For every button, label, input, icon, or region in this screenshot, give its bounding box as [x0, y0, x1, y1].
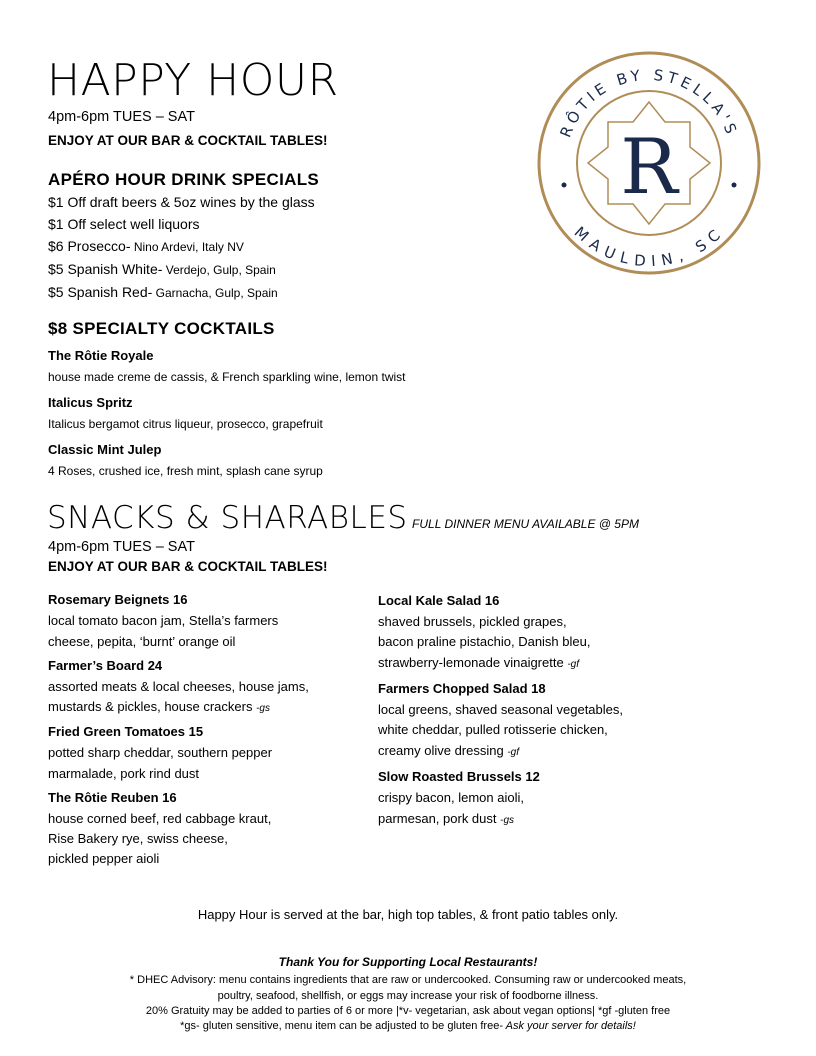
snacks-times: 4pm-6pm TUES – SAT	[48, 539, 195, 555]
drink-item: $1 Off draft beers & 5oz wines by the glass	[48, 194, 315, 210]
menu-item-line: shaved brussels, pickled grapes,	[378, 614, 567, 629]
menu-item-line: local tomato bacon jam, Stella’s farmers	[48, 613, 279, 628]
drink-item: $6 Prosecco- Nino Ardevi, Italy NV	[48, 238, 244, 254]
menu-item-name: Farmers Chopped Salad 18	[378, 681, 546, 696]
dhec-advisory-line-2: poultry, seafood, shellfish, or eggs may increase your risk of foodborne illness.	[217, 990, 599, 1002]
service-area-note: Happy Hour is served at the bar, high top tables, & front patio tables only.	[197, 907, 619, 922]
logo-bottom-text: MAULDIN, SC	[570, 222, 728, 271]
drink-item: $1 Off select well liquors	[48, 216, 200, 232]
dietary-tag: -gf	[567, 659, 579, 670]
snacks-enjoy-note: ENJOY AT OUR BAR & COCKTAIL TABLES!	[48, 559, 328, 574]
menu-item-line: potted sharp cheddar, southern pepper	[48, 745, 273, 760]
cocktails-heading: $8 SPECIALTY COCKTAILS	[48, 319, 275, 338]
logo-dot-right	[732, 183, 737, 188]
rotie-logo	[536, 50, 762, 276]
page-title: HAPPY HOUR	[47, 55, 339, 106]
menu-item-line: crispy bacon, lemon aioli,	[378, 790, 524, 805]
logo-top-text: RÔTIE BY STELLA'S	[556, 65, 742, 140]
menu-item-name: Fried Green Tomatoes 15	[48, 724, 204, 739]
cocktail-name: Italicus Spritz	[48, 395, 133, 410]
cocktail-description: Italicus bergamot citrus liqueur, prosecco, grapefruit	[48, 417, 323, 431]
menu-item-line: marmalade, pork rind dust	[48, 766, 200, 781]
snacks-title: SNACKS & SHARABLES	[47, 500, 408, 536]
menu-item-line: creamy olive dressing -gf	[378, 743, 520, 758]
drink-item: $5 Spanish White- Verdejo, Gulp, Spain	[48, 261, 276, 277]
gluten-sensitive-note: *gs- gluten sensitive, menu item can be adjusted to be gluten free- Ask your server for details!	[180, 1020, 636, 1032]
cocktail-description: 4 Roses, crushed ice, fresh mint, splash cane syrup	[48, 464, 323, 478]
gratuity-note: 20% Gratuity may be added to parties of 6 or more |*v- vegetarian, ask about vegan options| *gf -gluten free	[145, 1005, 671, 1017]
menu-item-line: mustards & pickles, house crackers -gs	[48, 699, 270, 714]
dietary-tag: -gf	[507, 747, 520, 758]
snacks-title-row	[47, 500, 639, 536]
dietary-tag: -gs	[256, 703, 270, 714]
menu-item-name: Farmer’s Board 24	[48, 658, 163, 673]
menu-item-line: local greens, shaved seasonal vegetables,	[378, 702, 623, 717]
menu-item-name: Slow Roasted Brussels 12	[378, 769, 540, 784]
enjoy-note: ENJOY AT OUR BAR & COCKTAIL TABLES!	[48, 133, 328, 148]
thank-you-note: Thank You for Supporting Local Restaurants!	[278, 955, 538, 969]
cocktail-name: The Rôtie Royale	[48, 348, 154, 363]
dhec-advisory-line-1: * DHEC Advisory: menu contains ingredients that are raw or undercooked. Consuming raw or undercooked meats,	[129, 974, 687, 986]
menu-item-line: house corned beef, red cabbage kraut,	[48, 811, 272, 826]
drink-item: $5 Spanish Red- Garnacha, Gulp, Spain	[48, 284, 278, 300]
logo-dot-left	[562, 183, 567, 188]
menu-item-line: pickled pepper aioli	[48, 851, 160, 866]
menu-item-name: Rosemary Beignets 16	[48, 592, 188, 607]
menu-item-line: Rise Bakery rye, swiss cheese,	[48, 831, 228, 846]
dinner-menu-note: FULL DINNER MENU AVAILABLE @ 5PM	[412, 517, 639, 531]
menu-item-name: Local Kale Salad 16	[378, 593, 500, 608]
logo-monogram: R	[620, 122, 678, 211]
dietary-tag: -gs	[500, 815, 515, 826]
cocktail-description: house made creme de cassis, & French sparkling wine, lemon twist	[48, 370, 406, 384]
menu-item-line: strawberry-lemonade vinaigrette -gf	[378, 655, 579, 670]
menu-item-name: The Rôtie Reuben 16	[48, 790, 177, 805]
menu-item-line: parmesan, pork dust -gs	[378, 811, 515, 826]
menu-item-line: cheese, pepita, ‘burnt’ orange oil	[48, 634, 236, 649]
drink-specials-heading: APÉRO HOUR DRINK SPECIALS	[48, 170, 320, 189]
happy-hour-times: 4pm-6pm TUES – SAT	[48, 109, 195, 125]
menu-item-line: white cheddar, pulled rotisserie chicken,	[378, 722, 608, 737]
menu-item-line: assorted meats & local cheeses, house jams,	[48, 679, 309, 694]
svg-text:MAULDIN, SC	[571, 223, 728, 270]
cocktail-name: Classic Mint Julep	[48, 442, 162, 457]
menu-item-line: bacon praline pistachio, Danish bleu,	[378, 634, 591, 649]
